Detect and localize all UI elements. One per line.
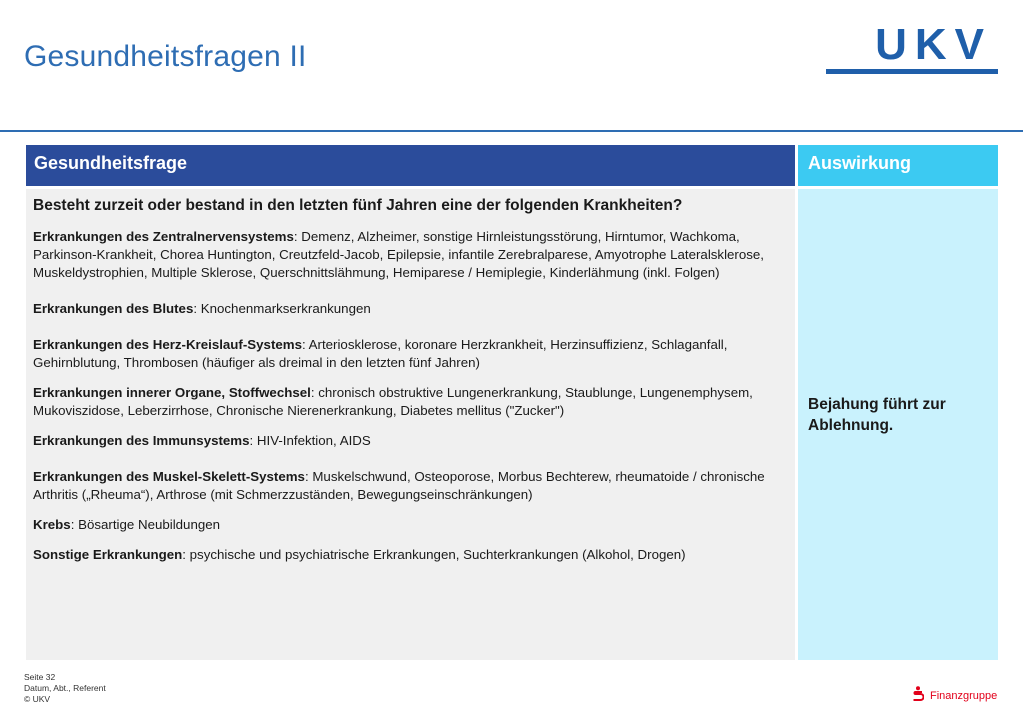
category-text: : Knochenmarkserkrankungen (193, 301, 371, 316)
category-name: Erkrankungen des Muskel-Skelett-Systems (33, 469, 305, 484)
category-name: Sonstige Erkrankungen (33, 547, 183, 562)
category-blood (33, 300, 787, 318)
header-divider (0, 130, 1023, 132)
footer-copyright: © UKV (24, 694, 51, 704)
logo-underline (826, 69, 998, 74)
question-intro: Besteht zurzeit oder bestand in den letzten fünf Jahren eine der folgenden Krankheiten? (33, 197, 683, 214)
category-name: Erkrankungen des Immunsystems (33, 433, 250, 448)
category-text: : Bösartige Neubildungen (70, 517, 221, 532)
effect-cell (798, 189, 998, 660)
question-cell (26, 189, 795, 660)
category-text: : Muskelschwund, Osteoporose, Morbus Bechterew, rheumatoide / chronische Arthritis („Rheuma“), Arthrose (mit Schmerzzuständen, Bewegungseinschränkungen) (33, 469, 765, 502)
category-cardiovascular (33, 336, 787, 372)
category-name: Erkrankungen des Zentralnervensystems (33, 229, 294, 244)
brand-label: Finanzgruppe (930, 690, 998, 702)
category-name: Erkrankungen des Herz-Kreislauf-Systems (33, 337, 302, 352)
category-text: : Demenz, Alzheimer, sonstige Hirnleistungsstörung, Hirntumor, Wachkoma, Parkinson-Krankheit, Chorea Huntington, Creutzfeld-Jacob, Epilepsie, infantile Zerebralparese, Amyotrophe Lateralsklerose, Muskeldystrophien, Multiple Sklerose, Querschnittslähmung, Hemiparese / Hemiplegie, Kinderlähmung (inkl. Folgen) (33, 229, 764, 280)
effect-text: Bejahung führt zur Ablehnung. (808, 396, 946, 434)
category-organs (33, 384, 787, 420)
category-name: Krebs (33, 517, 71, 532)
category-other (33, 546, 787, 564)
category-name: Erkrankungen innerer Organe, Stoffwechsel (33, 385, 311, 400)
page-title: Gesundheitsfragen II (24, 40, 307, 73)
category-cns (33, 228, 787, 282)
page-number: Seite 32 (24, 672, 56, 682)
header-question: Gesundheitsfrage (26, 145, 795, 186)
header-effect: Auswirkung (798, 145, 998, 186)
footer-meta: Datum, Abt., Referent (24, 683, 106, 693)
category-text: : Arteriosklerose, koronare Herzkrankheit, Herzinsuffizienz, Schlaganfall, Gehirnblutung, Thrombosen (häufiger als dreimal in den letzten fünf Jahren) (33, 337, 728, 370)
category-text: : HIV-Infektion, AIDS (249, 433, 371, 448)
sparkasse-s-icon (912, 686, 924, 702)
logo-text: UKV (875, 20, 992, 69)
category-immune (33, 432, 787, 450)
health-questions-table (26, 145, 998, 660)
category-cancer (33, 516, 787, 534)
category-name: Erkrankungen des Blutes (33, 301, 194, 316)
footer (24, 672, 106, 705)
category-musculoskeletal (33, 468, 787, 504)
finanzgruppe-brand (912, 686, 997, 706)
category-text: : psychische und psychiatrische Erkrankungen, Suchterkrankungen (Alkohol, Drogen) (182, 547, 686, 562)
ukv-logo (826, 20, 998, 74)
category-text: : chronisch obstruktive Lungenerkrankung, Staublunge, Lungenemphysem, Mukoviszidose, Leberzirrhose, Chronische Nierenerkrankung, Diabetes mellitus ("Zucker") (33, 385, 753, 418)
